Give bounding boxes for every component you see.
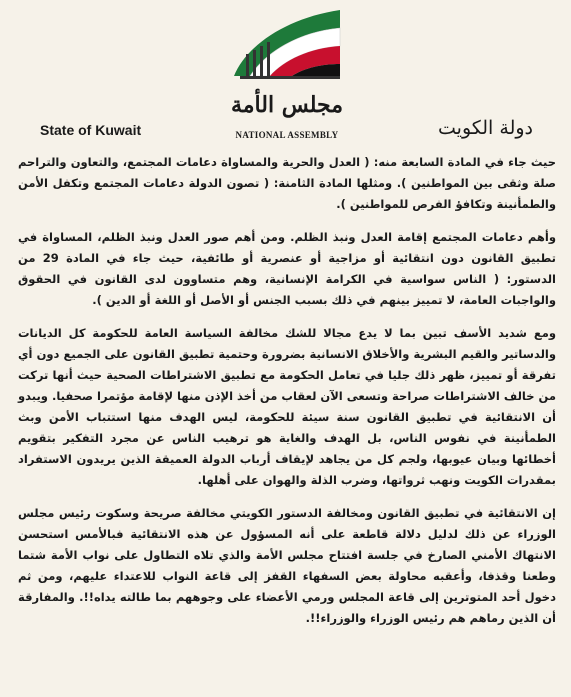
assembly-emblem-icon: [226, 6, 346, 84]
paragraph: إن الانتقائية في تطبيق القانون ومخالفة الدستور الكويتي مخالفة صريحة وسكوت رئيس مجلس الوزراء عن ذلك لدليل دلالة قاطعة على أنه المسؤول عن هذه الانتقائية فبالأمس استحسن الانتهاك الأمني الصارخ في جلسة افتتاح مجلس الأمة والذي تلاه التطاول على نواب الأمة شتما وطعنا وقذفا، وأعقبه محاولة بعض السفهاء القفز إلى قاعة النواب للاعتداء عليهم، ومن ثم دخول أحد المتوترين إلى قاعة المجلس ورمي الأعضاء على وجوههم بما طالته يداه!!. والمفارقة أن الذين رماهم هم رئيس الوزراء والوزراء!!.: [18, 506, 556, 625]
paragraph: ومع شديد الأسف تبين بما لا يدع مجالا للشك مخالفة السياسة العامة للحكومة كل الديانات والدساتير والقيم البشرية والأخلاق الانسانية بضرورة وحتمية تطبيق القانون على الجميع دون أي تفرقة أو تمييز، ظهر ذلك جليا في تعامل الحكومة مع تطبيق الاشتراطات الصحية حيث أنها تركت من خالف الاشتراطات صراحة وتسعى الآن لعقاب من أخذ الإذن منها لإقامة مؤتمرا صحفيا. ويبدو أن الانتقائية في تطبيق القانون سنة سيئة للحكومة، ليس الهدف منها استتباب الأمن وبث الطمأنينة في نفوس الناس، بل الهدف والغاية هو ترهيب الناس عن مجرد التفكير بتقويم أخطائها وبيان عيوبها، ولجم كل من يجاهد لإيقاف أرباب الدولة العميقة الذين يريدون الاستفراد بمقدرات الكويت ونهب ثرواتها، وضرب الذلة والهوان على أهلها.: [18, 326, 556, 487]
national-assembly-logo: [226, 6, 346, 84]
state-name-arabic: دولة الكويت: [438, 117, 533, 139]
letter-body: [18, 152, 556, 629]
paragraph: وأهم دعامات المجتمع إقامة العدل ونبذ الظلم. ومن أهم صور العدل ونبذ الظلم، المساواة في تطبيق القانون دون انتقائية أو مزاجية أو عنصرية أو طائفية، حيث جاء في المادة 29 من الدستور: ( الناس سواسية في الكرامة الإنسانية، وهم متساوون لدى القانون في الحقوق والواجبات العامة، لا تمييز بينهم في ذلك بسبب الجنس أو الأصل أو اللغة أو الدين ).: [18, 230, 556, 307]
paragraph: حيث جاء في المادة السابعة منه: ( العدل والحرية والمساواة دعامات المجتمع، والتعاون والتراحم صلة وثقى بين المواطنين ). ومثلها المادة الثامنة: ( تصون الدولة دعامات المجتمع وتكفل الأمن والطمأنينة وتكافؤ الفرص للمواطنين ).: [18, 155, 556, 211]
assembly-name-english: NATIONAL ASSEMBLY: [235, 130, 339, 140]
state-name-english: State of Kuwait: [40, 122, 142, 138]
assembly-name-arabic: مجلس الأمة: [230, 92, 344, 118]
